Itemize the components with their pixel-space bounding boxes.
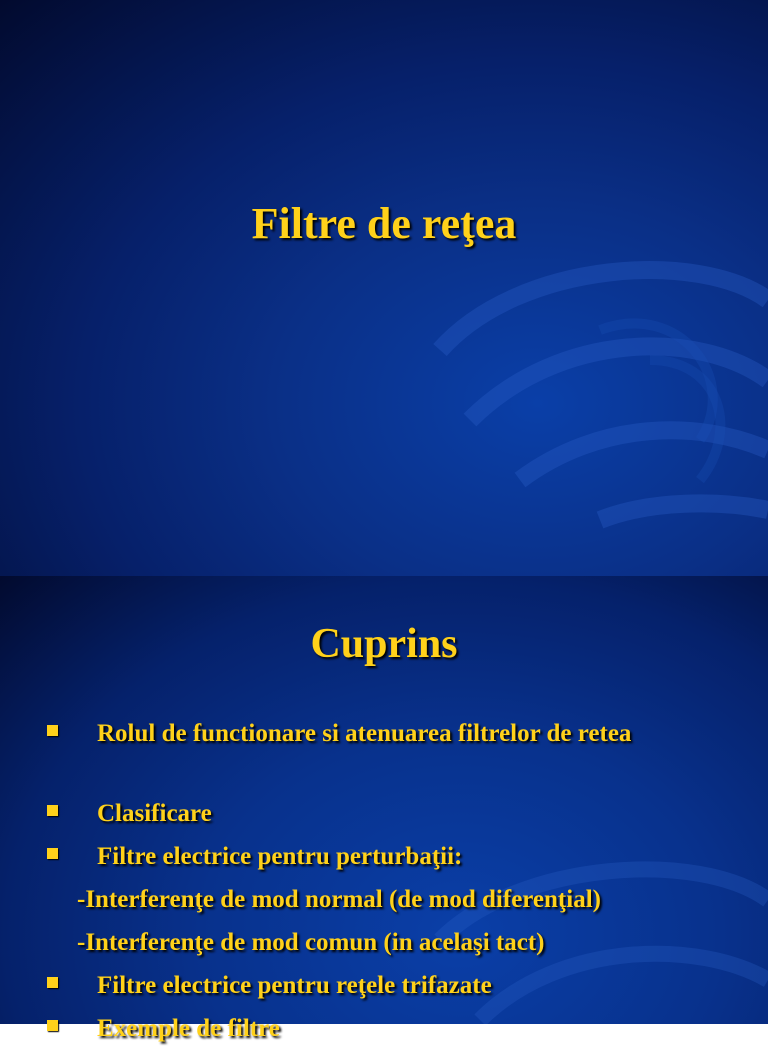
list-item <box>97 796 717 832</box>
list-item-text: Exemple de filtre <box>97 1015 280 1042</box>
bullet-square-icon <box>47 805 58 816</box>
sub-item-text: -Interferenţe de mod comun (in acelaşi tact) <box>77 929 545 956</box>
list-item-text: Clasificare <box>97 800 212 827</box>
bullet-square-icon <box>47 725 58 736</box>
list-item <box>97 1011 717 1047</box>
list-item <box>97 839 717 875</box>
bullet-square-icon <box>47 1020 58 1031</box>
slide-title: Filtre de reţea <box>251 199 517 248</box>
list-item <box>97 968 717 1004</box>
bullet-square-icon <box>47 977 58 988</box>
bullet-square-icon <box>47 848 58 859</box>
list-item-text: Rolul de functionare si atenuarea filtrelor de retea <box>97 720 632 747</box>
list-item-text: Filtre electrice pentru reţele trifazate <box>97 972 492 999</box>
contents-title: Cuprins <box>310 621 458 667</box>
sub-item-text: -Interferenţe de mod normal (de mod diferenţial) <box>77 886 601 913</box>
list-item-text: Filtre electrice pentru perturbaţii: <box>97 843 463 870</box>
list-item <box>97 716 717 752</box>
